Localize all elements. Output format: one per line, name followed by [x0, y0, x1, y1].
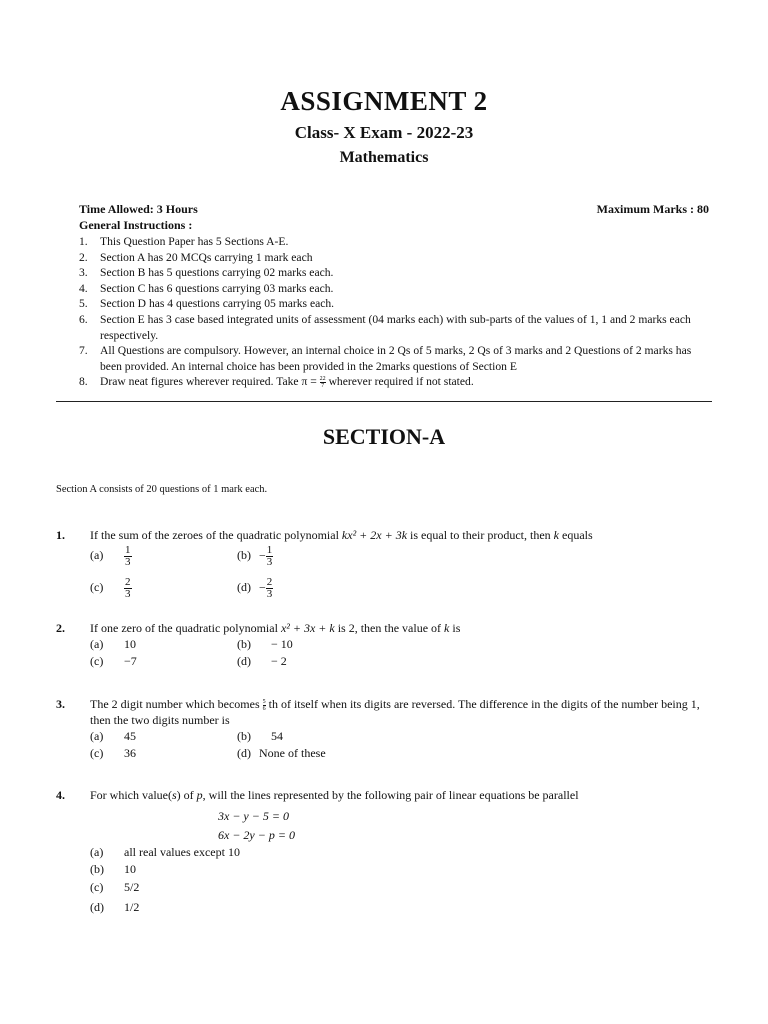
- fraction-numerator: 2: [266, 576, 273, 588]
- fraction-denominator: 3: [125, 588, 131, 600]
- instruction-item: [79, 374, 713, 390]
- option-c[interactable]: [90, 577, 132, 600]
- question-number: 2.: [56, 621, 65, 635]
- option-b[interactable]: [237, 636, 293, 652]
- option-label: (b): [237, 637, 251, 651]
- instructions-list: [79, 234, 713, 390]
- options: [90, 636, 712, 670]
- instruction-text: Draw neat figures wherever required. Take π =: [100, 375, 317, 389]
- exam-class-line: Class- X Exam - 2022-23: [294, 123, 474, 142]
- page-title: ASSIGNMENT 2: [280, 86, 488, 116]
- instruction-text: Section E has 3 case based integrated units of assessment (04 marks each) with sub-parts of the values of 1, 1 and 2 marks each respectively.: [100, 312, 691, 342]
- option-d[interactable]: [90, 899, 139, 915]
- fraction-denominator: 7: [321, 383, 325, 390]
- question-text-part: is: [452, 621, 461, 635]
- maximum-marks: Maximum Marks : 80: [596, 202, 709, 216]
- option-value: 54: [271, 729, 283, 743]
- question-3: [56, 696, 712, 762]
- options: [90, 728, 712, 762]
- instruction-number: 5.: [79, 297, 88, 311]
- instruction-item: [79, 343, 713, 374]
- instruction-number: 8.: [79, 375, 88, 389]
- option-fraction: [124, 545, 132, 568]
- instruction-item: [79, 234, 713, 250]
- general-instructions-heading: General Instructions :: [79, 218, 193, 232]
- option-value: − 10: [271, 637, 293, 651]
- divider-line: [56, 401, 712, 402]
- option-label: (c): [90, 746, 104, 760]
- fraction-numerator: 5: [262, 698, 266, 705]
- instruction-text: All Questions are compulsory. However, an internal choice in 2 Qs of 5 marks, 2 Qs of 3 marks and 2 Questions of 2 marks has been provided. An internal choice has been provided in the 2marks questions of Section E: [100, 344, 692, 373]
- question-1: [56, 527, 712, 607]
- option-d[interactable]: [237, 653, 287, 669]
- option-c[interactable]: [90, 745, 136, 761]
- option-label: (c): [90, 580, 104, 595]
- question-number: 3.: [56, 697, 65, 711]
- question-text-part: For which value(: [90, 788, 172, 802]
- option-label: (d): [90, 900, 104, 914]
- option-b[interactable]: [237, 728, 283, 744]
- fraction-denominator: 3: [266, 556, 273, 568]
- question-text-part: ) of: [176, 788, 194, 802]
- variable: p: [196, 788, 203, 802]
- option-label: (a): [90, 637, 104, 651]
- variable: k: [553, 528, 559, 542]
- instruction-number: 7.: [79, 344, 88, 358]
- instruction-number: 6.: [79, 312, 88, 326]
- option-label: (d): [237, 746, 251, 760]
- instruction-text: wherever required if not stated.: [328, 375, 474, 389]
- option-a[interactable]: [90, 728, 136, 744]
- question-text-part: , will the lines represented by the following pair of linear equations be parallel: [202, 788, 579, 802]
- option-a[interactable]: [90, 636, 136, 652]
- fraction-numerator: 1: [266, 544, 273, 556]
- equation-1: 3x − y − 5 = 0: [218, 809, 289, 823]
- option-c[interactable]: [90, 653, 137, 669]
- option-fraction: [124, 577, 132, 600]
- instruction-text: This Question Paper has 5 Sections A-E.: [100, 235, 289, 248]
- question-text-part: If one zero of the quadratic polynomial: [90, 621, 278, 635]
- option-value: 45: [124, 729, 136, 743]
- option-sign: −: [259, 580, 266, 595]
- instruction-number: 2.: [79, 250, 88, 264]
- question-text: [90, 696, 712, 728]
- question-text-part: If the sum of the zeroes of the quadratic polynomial: [90, 528, 339, 542]
- question-text-part: equals: [562, 528, 593, 542]
- question-text: [90, 527, 712, 543]
- option-label: (a): [90, 729, 104, 743]
- variable: s: [171, 788, 177, 802]
- question-4: [56, 787, 712, 803]
- option-sign: −: [259, 548, 266, 563]
- question-text-part: is 2, then the value of: [337, 621, 442, 635]
- question-text: [90, 620, 712, 636]
- option-b[interactable]: [237, 545, 273, 568]
- instruction-text: Section B has 5 questions carrying 02 marks each.: [100, 266, 334, 280]
- fraction-numerator: 2: [125, 576, 131, 588]
- question-number: 1.: [56, 528, 65, 542]
- instruction-text: Section D has 4 questions carrying 05 marks each.: [100, 297, 335, 311]
- option-value: None of these: [259, 746, 326, 760]
- option-label: (a): [90, 845, 104, 859]
- fraction-numerator: 1: [125, 544, 131, 556]
- option-a[interactable]: [90, 545, 132, 568]
- fraction-denominator: 3: [125, 556, 131, 568]
- instruction-item: [79, 281, 713, 297]
- pi-fraction: [320, 376, 326, 389]
- option-label: (b): [237, 729, 251, 743]
- option-b[interactable]: [90, 861, 136, 877]
- section-title: SECTION-A: [322, 424, 446, 449]
- instruction-number: 3.: [79, 266, 88, 280]
- subject-name: Mathematics: [339, 149, 429, 166]
- option-fraction: [266, 545, 274, 568]
- option-value: 36: [124, 746, 136, 760]
- question-text-part: is equal to their product, then: [410, 528, 551, 542]
- instruction-item: [79, 250, 713, 266]
- option-d[interactable]: [237, 577, 273, 600]
- option-value: 5/2: [124, 880, 140, 894]
- option-label: (d): [237, 654, 251, 668]
- option-value: all real values except 10: [124, 845, 240, 859]
- inline-fraction: [263, 699, 266, 712]
- meta-row: [79, 202, 709, 217]
- option-value: 10: [124, 637, 136, 651]
- option-value: 10: [124, 862, 136, 876]
- polynomial-expression: x² + 3x + k: [280, 621, 335, 635]
- instruction-item: [79, 312, 713, 343]
- options: [90, 543, 712, 607]
- time-allowed: Time Allowed: 3 Hours: [79, 202, 198, 216]
- option-label: (c): [90, 654, 104, 668]
- section-note: Section A consists of 20 questions of 1 mark each.: [56, 484, 268, 495]
- fraction-denominator: 3: [266, 588, 273, 600]
- option-label: (a): [90, 548, 104, 563]
- option-value: 1/2: [124, 900, 140, 914]
- instruction-item: [79, 265, 713, 281]
- question-text: [90, 787, 712, 803]
- instruction-text: Section A has 20 MCQs carrying 1 mark each: [100, 250, 313, 264]
- option-value: − 2: [271, 654, 287, 668]
- option-d[interactable]: [237, 745, 326, 761]
- polynomial-expression: kx² + 2x + 3k: [341, 528, 408, 542]
- question-number: 4.: [56, 788, 65, 802]
- option-label: (b): [90, 862, 104, 876]
- fraction-numerator: 22: [319, 376, 326, 383]
- option-fraction: [266, 577, 274, 600]
- option-a[interactable]: [90, 844, 240, 860]
- option-label: (b): [237, 548, 251, 563]
- question-4-options: [56, 844, 712, 914]
- question-text-part: The 2 digit number which becomes: [90, 697, 260, 711]
- option-label: (d): [237, 580, 251, 595]
- question-2: [56, 620, 712, 670]
- option-label: (c): [90, 880, 104, 894]
- options: [90, 844, 712, 914]
- instruction-number: 1.: [79, 235, 88, 248]
- option-c[interactable]: [90, 879, 139, 895]
- equation-2: 6x − 2y − p = 0: [218, 828, 295, 842]
- question-text-part: th of itself when its digits are reversed. The difference in the digits of the number being 1, then the two digits number is: [90, 697, 700, 727]
- instruction-number: 4.: [79, 281, 88, 295]
- instruction-item: [79, 296, 713, 312]
- variable: k: [444, 621, 450, 635]
- fraction-denominator: 6: [262, 705, 266, 712]
- instruction-text: Section C has 6 questions carrying 03 marks each.: [100, 281, 334, 295]
- option-value: −7: [124, 654, 137, 668]
